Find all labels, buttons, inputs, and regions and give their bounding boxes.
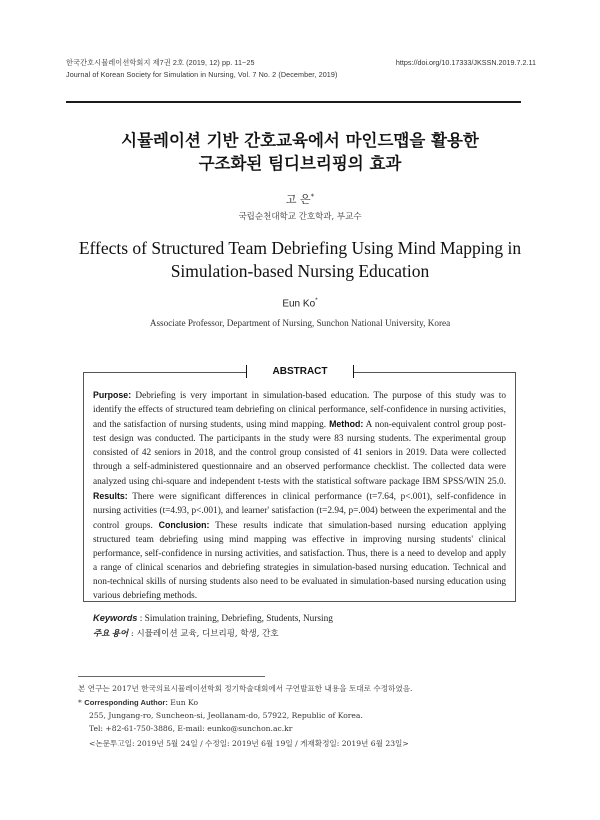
conclusion-label: Conclusion: (158, 519, 210, 530)
method-label: Method: (329, 419, 364, 430)
english-affiliation: Associate Professor, Department of Nursing, Sunchon National University, Korea (149, 318, 451, 328)
author-address: 255, Jungang-ro, Suncheon-si, Jeollanam-do, 57922, Republic of Korea. (89, 711, 363, 720)
keywords-text: : Simulation training, Debriefing, Students, Nursing (137, 614, 333, 624)
conclusion-text: These results indicate that simulation-based nursing education applying structured team debriefing using mind mapping was effective in improving nursing students' clinical performance, self-confidence in nursing activities, and satisfaction. Thus, there is a need to develop and apply a range of clinical scenarios and debriefing strategies in simulation-based nursing education. Technical and non-technical skills of nursing students also need to be evaluated in simulation-based nursing education using various debriefing methods. (93, 520, 506, 602)
results-label: Results: (93, 490, 128, 501)
english-author (0, 297, 600, 309)
journal-header-english: Journal of Korean Society for Simulation in Nursing, Vol. 7 No. 2 (December, 2019) (66, 70, 338, 79)
keywords-label-korean: 주요 용어 (93, 628, 129, 638)
english-author-mark: * (315, 297, 318, 304)
keywords-text-korean: : 시뮬레이션 교육, 디브리핑, 학생, 간호 (128, 629, 279, 639)
purpose-text: Debriefing is very important in simulation-based education. The purpose of this study was to identify the effects of structured team debriefing on clinical performance, self-confidence in nursing activities, and the satisfaction of nursing students, using mind mapping. (93, 391, 506, 431)
journal-header-korean: 한국간호시뮬레이션학회지 제7권 2호 (2019, 12) pp. 11~25 (66, 58, 255, 67)
header-rule (66, 101, 521, 103)
korean-title-line-2: 구조화된 팀디브리핑의 효과 (198, 154, 402, 173)
korean-author (0, 191, 600, 207)
korean-author-name: 고 은 (285, 193, 311, 206)
footnote-presentation: 본 연구는 2017년 한국의료시뮬레이션학회 정기학술대회에서 구연발표한 내용을 토대로 수정하였음. (78, 684, 413, 693)
submission-dates: <논문투고일: 2019년 5월 24일 / 수정일: 2019년 6월 19일 / 게재확정일: 2019년 6월 23일> (89, 739, 409, 748)
english-author-name: Eun Ko (282, 298, 316, 310)
abstract-heading: ABSTRACT (246, 364, 354, 379)
method-text: A non-equivalent control group post-test design was conducted. The participants in the study were 83 nursing students. The experimental group consisted of 42 seniors in 2018, and the control group consisted of 41 seniors in 2019. Data were collected through a self-administered questionnaire and an observed performance checklist. The collected data were analyzed using chi-square and independent t-tests with the statistical software package IBM SPSS/WIN 25.0. (93, 420, 506, 487)
english-title-line-2: Simulation-based Nursing Education (170, 261, 430, 281)
purpose-label: Purpose: (93, 390, 132, 400)
author-contact: Tel: +82-61-750-3886, E-mail: eunko@sunchon.ac.kr (89, 724, 293, 733)
corresponding-name: Eun Ko (167, 698, 199, 707)
korean-author-mark: * (310, 192, 315, 201)
abstract-body (93, 388, 506, 603)
korean-affiliation: 국립순천대학교 간호학과, 부교수 (238, 212, 362, 222)
corresponding-mark: * (78, 698, 85, 707)
keywords-label: Keywords (93, 613, 138, 623)
corresponding-author (78, 698, 198, 707)
keywords-english (93, 613, 333, 624)
footnote-rule (78, 676, 265, 677)
doi-link[interactable]: https://doi.org/10.17333/JKSSN.2019.7.2.11 (395, 58, 536, 67)
corresponding-label: Corresponding Author: (84, 698, 168, 707)
keywords-korean (93, 627, 279, 639)
english-title-line-1: Effects of Structured Team Debriefing Using Mind Mapping in (78, 238, 522, 258)
results-text: There were significant differences in clinical performance (t=7.64, p<.001), self-confidence in nursing activities (t=4.93, p<.001), and learner' satisfaction (t=2.94, p=.004) between the experimental and the control groups. (93, 491, 506, 531)
korean-title-line-1: 시뮬레이션 기반 간호교육에서 마인드맵을 활용한 (121, 131, 479, 150)
